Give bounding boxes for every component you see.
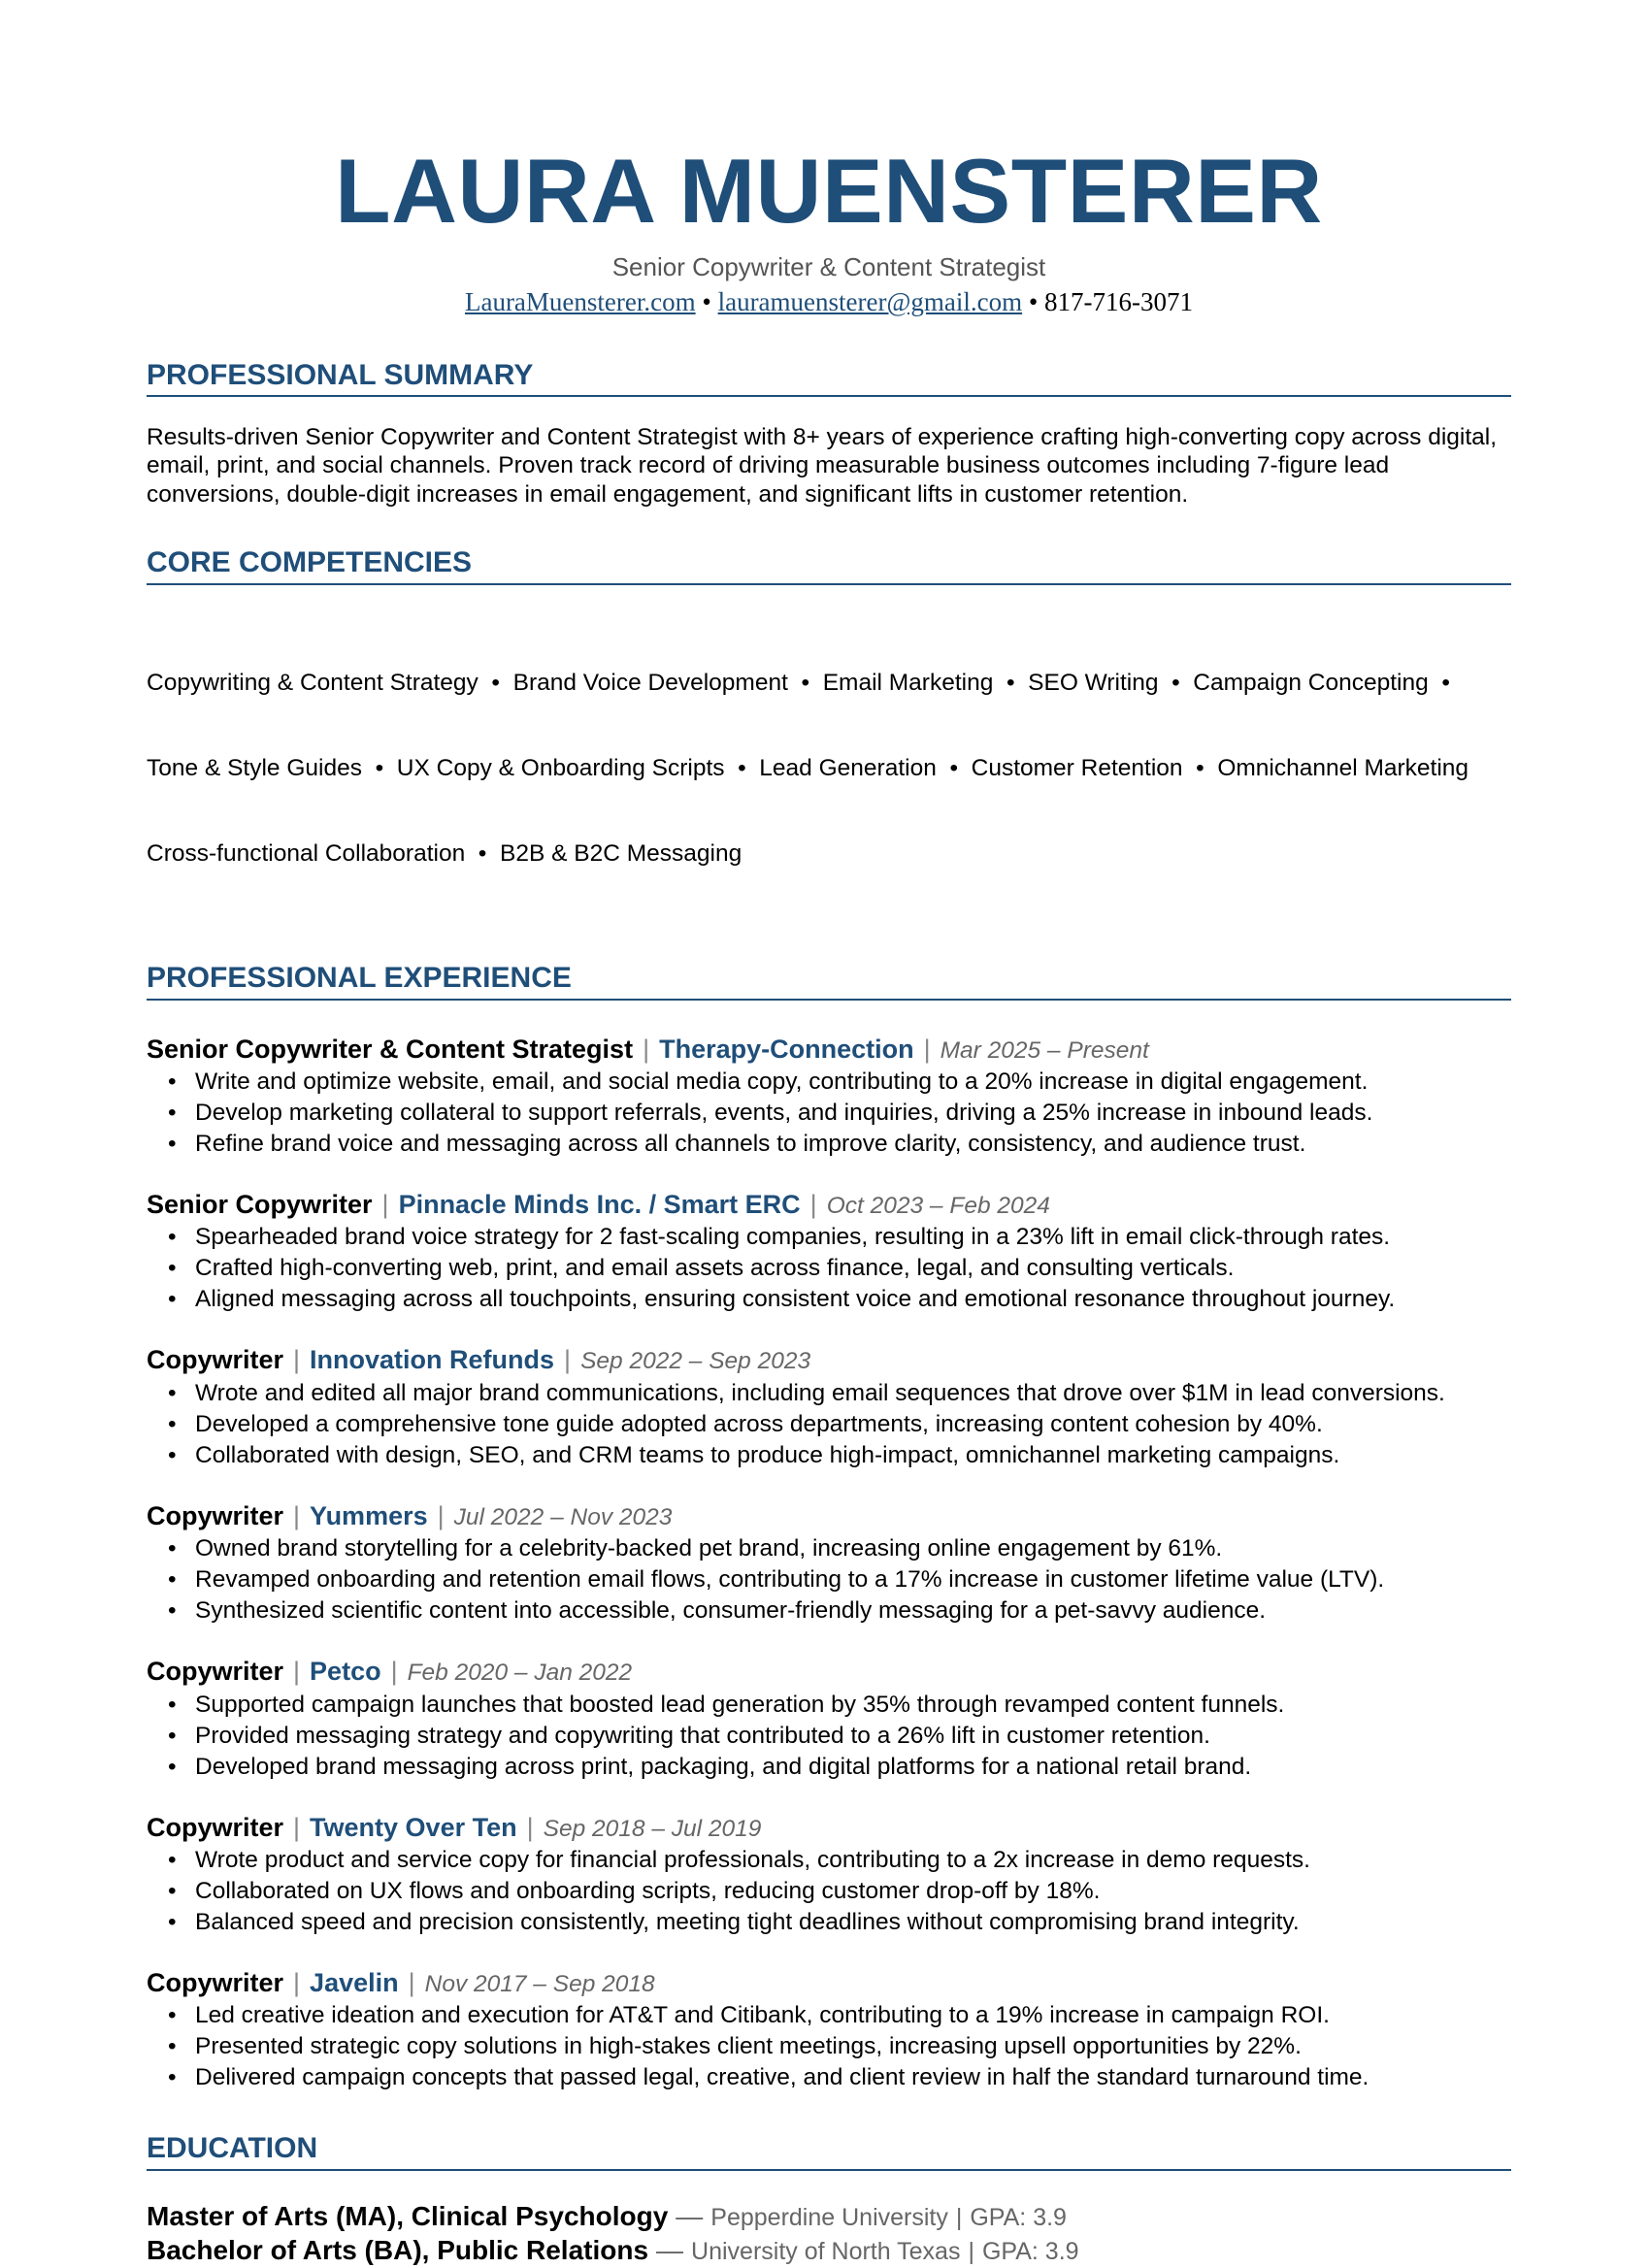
pipe-separator: |	[293, 1345, 301, 1375]
job-bullet: • Wrote and edited all major brand communications, including email sequences that drove over $1M in lead conversions.	[195, 1378, 1511, 1409]
gpa: GPA: 3.9	[970, 2203, 1067, 2231]
job-entry	[147, 1812, 1511, 1938]
experience-list	[147, 1034, 1511, 2094]
job-bullet: • Provided messaging strategy and copywriting that contributed to a 26% lift in customer retention.	[195, 1721, 1511, 1752]
job-heading	[147, 1656, 1511, 1687]
pipe-separator: |	[293, 1657, 301, 1687]
job-role: Copywriter	[147, 1345, 284, 1375]
school: Pepperdine University	[710, 2203, 948, 2231]
website-link[interactable]: LauraMuensterer.com	[464, 287, 696, 317]
job-entry	[147, 1656, 1511, 1782]
email-link[interactable]: lauramuensterer@gmail.com	[717, 287, 1023, 317]
job-bullet: • Developed a comprehensive tone guide adopted across departments, increasing content cohesion by 40%.	[195, 1409, 1511, 1440]
job-dates: Oct 2023 – Feb 2024	[826, 1192, 1050, 1219]
pipe-separator: |	[293, 1812, 301, 1842]
pipe-separator: |	[526, 1812, 534, 1842]
job-dates: Feb 2020 – Jan 2022	[407, 1660, 633, 1687]
job-bullet: • Led creative ideation and execution for AT&T and Citibank, contributing to a 19% increase in campaign ROI.	[195, 2000, 1511, 2031]
school: University of North Texas	[691, 2237, 961, 2265]
job-dates: Mar 2025 – Present	[940, 1036, 1149, 1064]
job-bullet: • Aligned messaging across all touchpoints, ensuring consistent voice and emotional resonance throughout journey.	[195, 1284, 1511, 1315]
contact-line	[147, 286, 1511, 317]
job-bullet: • Refine brand voice and messaging across all channels to improve clarity, consistency, and audience trust.	[195, 1129, 1511, 1160]
job-bullets	[147, 1845, 1511, 1938]
competencies-list	[147, 611, 1511, 925]
job-bullets	[147, 1222, 1511, 1315]
pipe-separator: |	[564, 1345, 572, 1375]
resume-page	[147, 140, 1511, 2268]
job-dates: Jul 2022 – Nov 2023	[453, 1503, 673, 1530]
education-list	[147, 2200, 1511, 2268]
pipe-separator: |	[437, 1500, 445, 1530]
pipe-separator: |	[390, 1657, 398, 1687]
job-company: Petco	[310, 1657, 381, 1687]
degree: Bachelor of Arts (BA), Public Relations	[147, 2234, 649, 2265]
dash-separator: —	[656, 2234, 684, 2265]
job-entry	[147, 1189, 1511, 1315]
job-role: Copywriter	[147, 1812, 284, 1842]
job-bullet: • Spearheaded brand voice strategy for 2 fast-scaling companies, resulting in a 23% lift in email click-through rates.	[195, 1222, 1511, 1253]
pipe-separator: |	[293, 1967, 301, 1997]
job-heading	[147, 1500, 1511, 1531]
job-company: Innovation Refunds	[310, 1345, 555, 1375]
job-heading	[147, 1344, 1511, 1375]
job-bullet: • Collaborated with design, SEO, and CRM teams to produce high-impact, omnichannel marketing campaigns.	[195, 1440, 1511, 1471]
phone-number: 817-716-3071	[1044, 287, 1194, 317]
pipe-separator: |	[955, 2203, 963, 2231]
job-bullet: • Synthesized scientific content into accessible, consumer-friendly messaging for a pet-savvy audience.	[195, 1595, 1511, 1627]
section-heading-summary: PROFESSIONAL SUMMARY	[147, 359, 1511, 398]
job-company: Pinnacle Minds Inc. / Smart ERC	[398, 1189, 801, 1219]
job-role: Senior Copywriter & Content Strategist	[147, 1034, 634, 1064]
contact-separator: •	[695, 287, 718, 317]
job-bullets	[147, 1690, 1511, 1783]
job-role: Copywriter	[147, 1500, 284, 1530]
job-dates: Sep 2022 – Sep 2023	[580, 1348, 811, 1375]
job-dates: Nov 2017 – Sep 2018	[424, 1970, 655, 1997]
job-bullets	[147, 1378, 1511, 1471]
job-company: Twenty Over Ten	[310, 1812, 517, 1842]
job-bullets	[147, 1067, 1511, 1160]
job-heading	[147, 1034, 1511, 1065]
job-bullet: • Write and optimize website, email, and social media copy, contributing to a 20% increase in digital engagement.	[195, 1067, 1511, 1098]
education-item	[147, 2200, 1511, 2234]
job-bullet: • Wrote product and service copy for financial professionals, contributing to a 2x increase in demo requests.	[195, 1845, 1511, 1876]
pipe-separator: |	[293, 1500, 301, 1530]
job-bullet: • Revamped onboarding and retention email flows, contributing to a 17% increase in customer lifetime value (LTV).	[195, 1564, 1511, 1595]
job-bullet: • Crafted high-converting web, print, and email assets across finance, legal, and consulting verticals.	[195, 1253, 1511, 1284]
competencies-line: Cross-functional Collaboration • B2B & B2C Messaging	[147, 839, 742, 867]
dash-separator: —	[676, 2200, 704, 2231]
job-bullet: • Supported campaign launches that boosted lead generation by 35% through revamped content funnels.	[195, 1690, 1511, 1721]
job-dates: Sep 2018 – Jul 2019	[543, 1815, 762, 1842]
job-bullet: • Collaborated on UX flows and onboarding scripts, reducing customer drop-off by 18%.	[195, 1876, 1511, 1907]
job-heading	[147, 1812, 1511, 1843]
job-role: Copywriter	[147, 1967, 284, 1997]
degree: Master of Arts (MA), Clinical Psychology	[147, 2200, 669, 2231]
job-bullets	[147, 2000, 1511, 2093]
job-bullet: • Owned brand storytelling for a celebrity-backed pet brand, increasing online engagement by 61%.	[195, 1533, 1511, 1564]
competencies-line: Copywriting & Content Strategy • Brand Voice Development • Email Marketing • SEO Writing • Campaign Concepting •	[147, 669, 1450, 696]
pipe-separator: |	[408, 1967, 415, 1997]
job-bullet: • Develop marketing collateral to support referrals, events, and inquiries, driving a 25% increase in inbound leads.	[195, 1098, 1511, 1129]
candidate-name: LAURA MUENSTERER	[335, 140, 1323, 242]
job-entry	[147, 1344, 1511, 1470]
job-bullet: • Delivered campaign concepts that passed legal, creative, and client review in half the standard turnaround time.	[195, 2062, 1511, 2093]
job-heading	[147, 1967, 1511, 1998]
pipe-separator: |	[381, 1189, 389, 1219]
job-entry	[147, 1034, 1511, 1160]
summary-text: Results-driven Senior Copywriter and Content Strategist with 8+ years of experience crafting high-converting copy across digital, email, print, and social channels. Proven track record of driving measurable business outcomes including 7-figure lead conversions, double-digit increases in email engagement, and significant lifts in customer retention.	[147, 424, 1498, 508]
job-company: Yummers	[310, 1500, 428, 1530]
gpa: GPA: 3.9	[981, 2237, 1079, 2265]
pipe-separator: |	[809, 1189, 817, 1219]
job-bullet: • Presented strategic copy solutions in high-stakes client meetings, increasing upsell opportunities by 22%.	[195, 2031, 1511, 2062]
job-role: Senior Copywriter	[147, 1189, 373, 1219]
candidate-title: Senior Copywriter & Content Strategist	[611, 252, 1046, 281]
job-entry	[147, 1500, 1511, 1627]
job-bullet: • Balanced speed and precision consistently, meeting tight deadlines without compromising brand integrity.	[195, 1907, 1511, 1938]
pipe-separator: |	[923, 1034, 931, 1064]
section-heading-education: EDUCATION	[147, 2132, 1511, 2171]
pipe-separator: |	[643, 1034, 650, 1064]
job-company: Javelin	[310, 1967, 399, 1997]
section-heading-competencies: CORE COMPETENCIES	[147, 546, 1511, 585]
job-heading	[147, 1189, 1511, 1220]
job-company: Therapy-Connection	[659, 1034, 914, 1064]
pipe-separator: |	[968, 2237, 974, 2265]
job-bullet: • Developed brand messaging across print, packaging, and digital platforms for a national retail brand.	[195, 1752, 1511, 1783]
job-bullets	[147, 1533, 1511, 1627]
section-heading-experience: PROFESSIONAL EXPERIENCE	[147, 962, 1511, 1001]
competencies-line: Tone & Style Guides • UX Copy & Onboarding Scripts • Lead Generation • Customer Retention • Omnichannel Marketing	[147, 754, 1469, 781]
education-item	[147, 2234, 1511, 2268]
job-role: Copywriter	[147, 1657, 284, 1687]
contact-separator: •	[1022, 287, 1045, 317]
job-entry	[147, 1967, 1511, 2093]
